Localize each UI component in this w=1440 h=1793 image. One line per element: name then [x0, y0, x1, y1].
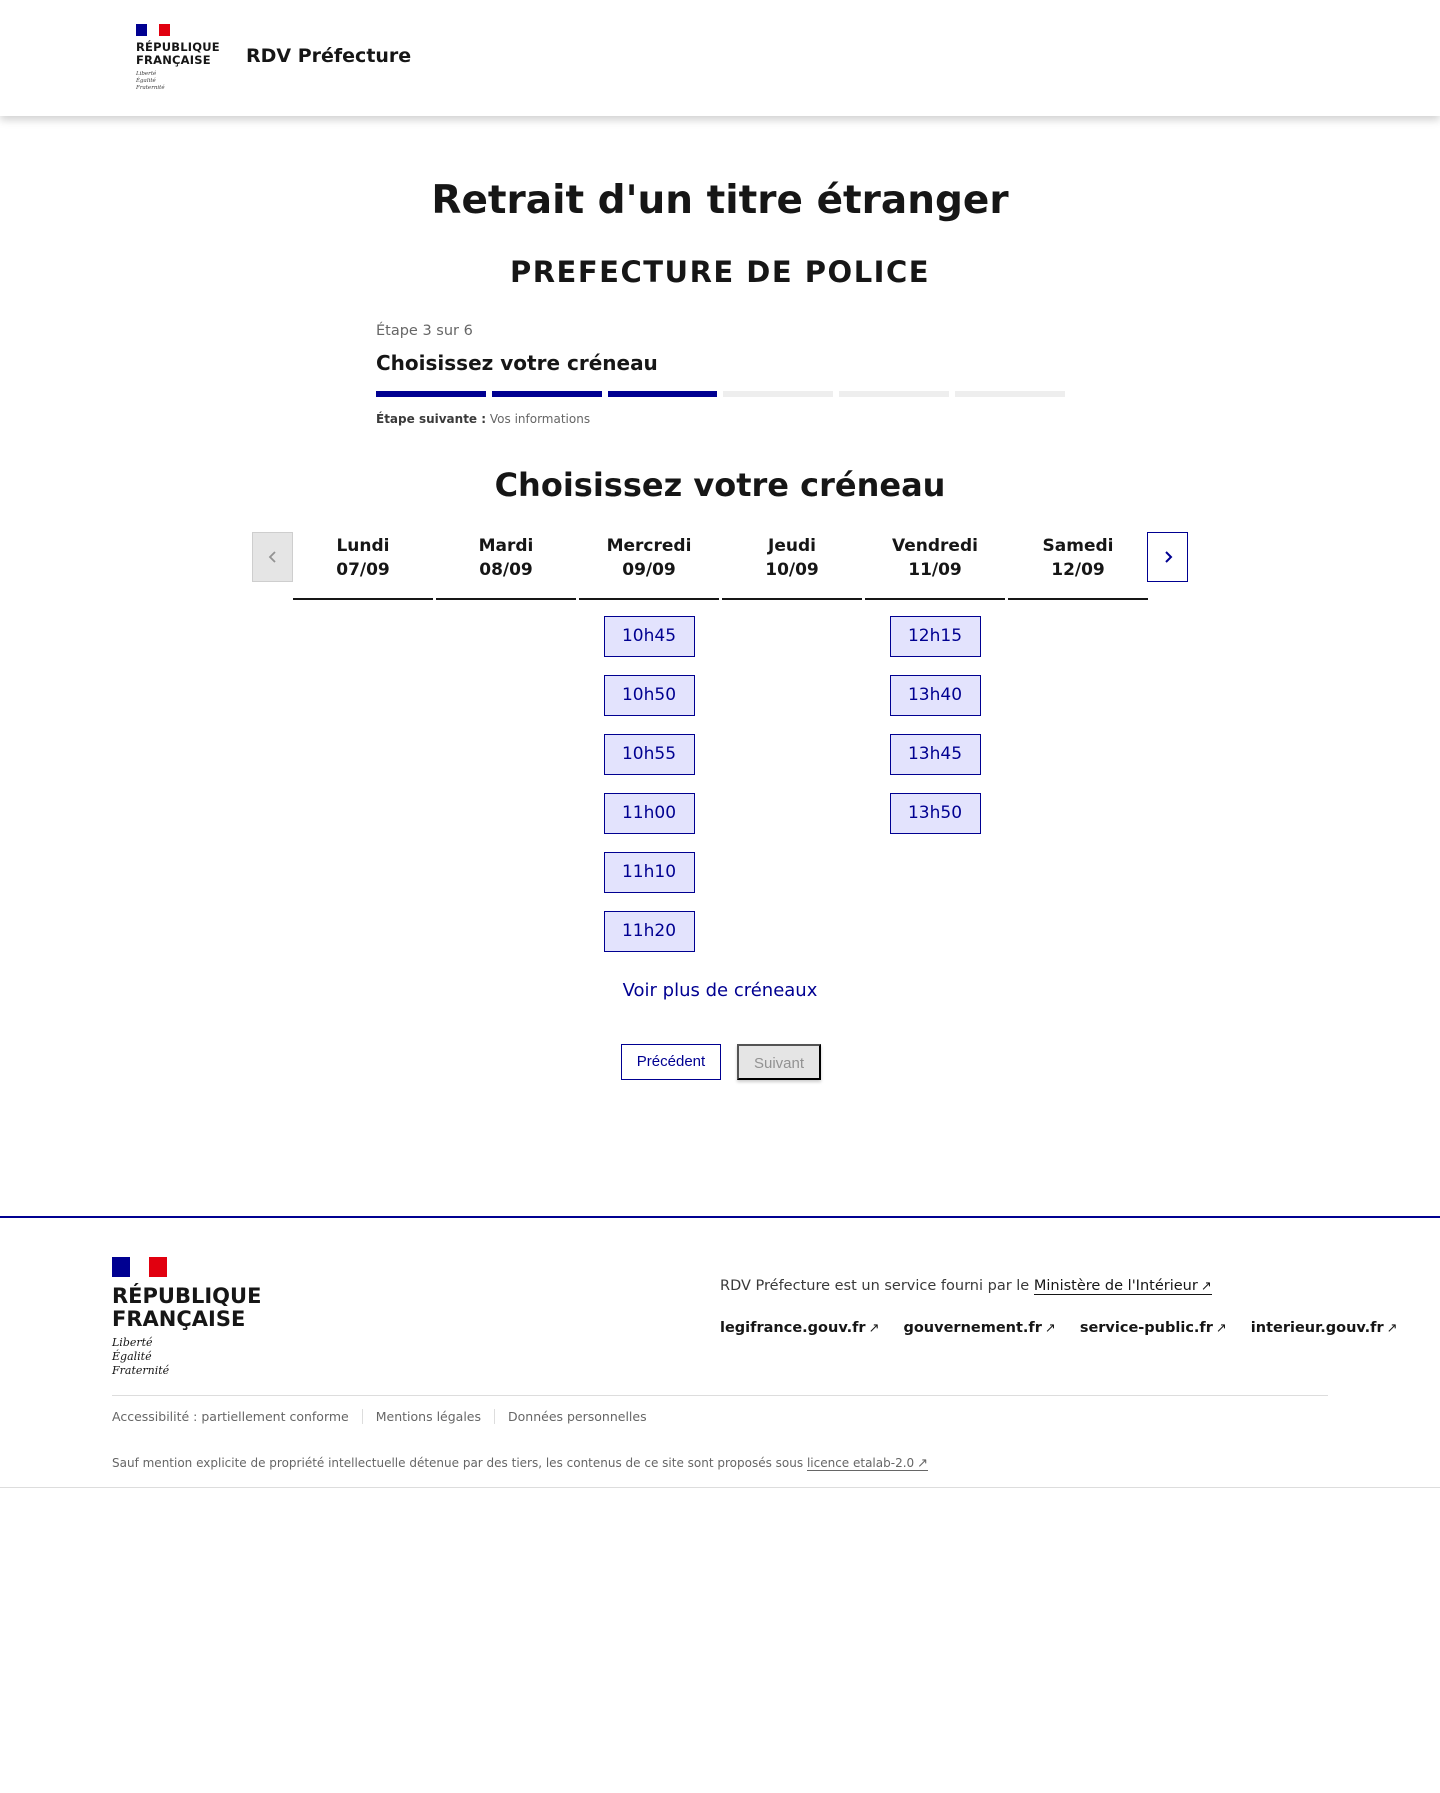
time-slot-button[interactable]: 10h50: [604, 675, 695, 716]
external-link-icon: ↗: [868, 1321, 880, 1336]
footer-logo[interactable]: [112, 1257, 261, 1378]
logo-line-1: RÉPUBLIQUE: [136, 40, 220, 54]
slot-list: [1008, 600, 1148, 616]
footer-logo-text: [112, 1285, 261, 1331]
footer-divider: [112, 1395, 1328, 1396]
legal-notice-link[interactable]: Mentions légales: [362, 1409, 494, 1424]
day-date: 11/09: [908, 560, 962, 580]
license-link-label: licence etalab-2.0: [806, 1456, 915, 1470]
day-column: [293, 532, 433, 616]
personal-data-link[interactable]: Données personnelles: [494, 1409, 660, 1424]
time-slot-button[interactable]: 11h10: [604, 852, 695, 893]
day-header: [722, 532, 862, 600]
page-subtitle: PREFECTURE DE POLICE: [509, 255, 931, 289]
slot-list: [436, 600, 576, 616]
stepper-bar: [723, 391, 833, 397]
stepper-current-step: Choisissez votre créneau: [376, 351, 658, 375]
day-name: Mercredi: [606, 536, 692, 556]
stepper-bar: [608, 391, 718, 397]
footer-link-legifrance[interactable]: [720, 1320, 879, 1336]
day-column: [436, 532, 576, 616]
external-link-icon: ↗: [1386, 1321, 1398, 1336]
ministere-link-label: Ministère de l'Intérieur: [1033, 1278, 1198, 1294]
slot-picker-title: Choisissez votre créneau: [494, 466, 946, 504]
marianne-flag-icon: [136, 24, 170, 36]
footer-link-gouvernement[interactable]: [903, 1320, 1055, 1336]
footer-bottom-links: [112, 1409, 660, 1424]
previous-button[interactable]: Précédent: [621, 1044, 721, 1080]
footer-description: [720, 1278, 1212, 1294]
external-link-icon: ↗: [917, 1456, 929, 1471]
footer-external-links: [720, 1320, 1398, 1336]
time-slot-button[interactable]: 13h40: [890, 675, 981, 716]
slot-list: [722, 600, 862, 616]
footer-license: [112, 1456, 928, 1471]
footer-logo-line-1: RÉPUBLIQUE: [112, 1284, 262, 1308]
day-header: [579, 532, 719, 600]
footer-link-interieur[interactable]: [1251, 1320, 1398, 1336]
footer-motto: [112, 1336, 261, 1378]
footer-link-label: interieur.gouv.fr: [1250, 1320, 1384, 1336]
previous-week-button[interactable]: [252, 532, 293, 582]
footer-link-label: legifrance.gouv.fr: [720, 1320, 866, 1336]
footer-link-label: gouvernement.fr: [903, 1320, 1042, 1336]
day-name: Vendredi: [892, 536, 978, 556]
footer-motto-egalite: Égalité: [112, 1350, 152, 1363]
external-link-icon: ↗: [1200, 1279, 1212, 1294]
day-date: 09/09: [622, 560, 676, 580]
day-column: [1008, 532, 1148, 616]
day-column: [579, 532, 719, 952]
day-header: [293, 532, 433, 600]
stepper-bar: [492, 391, 602, 397]
day-header: [1008, 532, 1148, 600]
day-name: Jeudi: [768, 536, 816, 556]
marianne-flag-icon: [112, 1257, 167, 1277]
time-slot-button[interactable]: 13h50: [890, 793, 981, 834]
day-column: [722, 532, 862, 616]
day-name: Mardi: [478, 536, 534, 556]
day-header: [865, 532, 1005, 600]
license-link[interactable]: [807, 1456, 928, 1471]
external-link-icon: ↗: [1044, 1321, 1056, 1336]
time-slot-button[interactable]: 11h20: [604, 911, 695, 952]
page-title: Retrait d'un titre étranger: [431, 178, 1009, 223]
page-end-divider: [0, 1487, 1440, 1488]
day-column: [865, 532, 1005, 834]
site-footer: [0, 1216, 1440, 1488]
ministere-link[interactable]: [1034, 1278, 1212, 1295]
footer-motto-fraternite: Fraternité: [112, 1364, 170, 1377]
logo-line-2: FRANÇAISE: [136, 53, 211, 67]
motto-egalite: Égalité: [136, 78, 156, 84]
time-slot-button[interactable]: 13h45: [890, 734, 981, 775]
license-text: Sauf mention explicite de propriété intellectuelle détenue par des tiers, les contenus de ce site sont proposés sous: [112, 1456, 804, 1470]
footer-logo-line-2: FRANÇAISE: [112, 1307, 246, 1331]
slot-list: [293, 600, 433, 616]
service-title[interactable]: RDV Préfecture: [246, 45, 412, 67]
motto-fraternite: Fraternité: [136, 85, 165, 91]
accessibility-link[interactable]: Accessibilité : partiellement conforme: [112, 1409, 349, 1424]
stepper-state: Étape 3 sur 6: [376, 323, 473, 339]
republique-francaise-logo[interactable]: [136, 24, 220, 92]
time-slot-button[interactable]: 11h00: [604, 793, 695, 834]
chevron-right-icon: [1161, 544, 1175, 570]
stepper-next-label: Étape suivante :: [376, 412, 487, 426]
stepper: [376, 323, 1065, 426]
stepper-bar: [839, 391, 949, 397]
day-date: 10/09: [765, 560, 819, 580]
logo-motto: [136, 71, 220, 92]
external-link-icon: ↗: [1215, 1321, 1227, 1336]
time-slot-button[interactable]: 12h15: [890, 616, 981, 657]
slot-list: [865, 600, 1005, 834]
more-slots-link[interactable]: Voir plus de créneaux: [622, 980, 818, 1001]
day-date: 07/09: [336, 560, 390, 580]
day-date: 08/09: [479, 560, 533, 580]
footer-description-text: RDV Préfecture est un service fourni par le: [720, 1278, 1030, 1294]
time-slot-button[interactable]: 10h45: [604, 616, 695, 657]
next-button-disabled: Suivant: [737, 1044, 821, 1080]
slot-list: [579, 600, 719, 952]
motto-liberte: Liberté: [136, 71, 157, 77]
next-week-button[interactable]: [1147, 532, 1188, 582]
stepper-bar: [955, 391, 1065, 397]
footer-motto-liberte: Liberté: [112, 1336, 153, 1349]
stepper-bar: [376, 391, 486, 397]
day-name: Samedi: [1042, 536, 1114, 556]
stepper-progress-bars: [376, 391, 1065, 397]
logo-text: [136, 41, 220, 67]
time-slot-button[interactable]: 10h55: [604, 734, 695, 775]
site-header: [0, 0, 1440, 116]
footer-link-label: service-public.fr: [1079, 1320, 1213, 1336]
day-header: [436, 532, 576, 600]
chevron-left-icon: [266, 544, 280, 570]
footer-link-service-public[interactable]: [1080, 1320, 1227, 1336]
day-name: Lundi: [336, 536, 390, 556]
stepper-next-value: Vos informations: [489, 412, 591, 426]
stepper-next-step: [376, 412, 1065, 426]
day-date: 12/09: [1051, 560, 1105, 580]
